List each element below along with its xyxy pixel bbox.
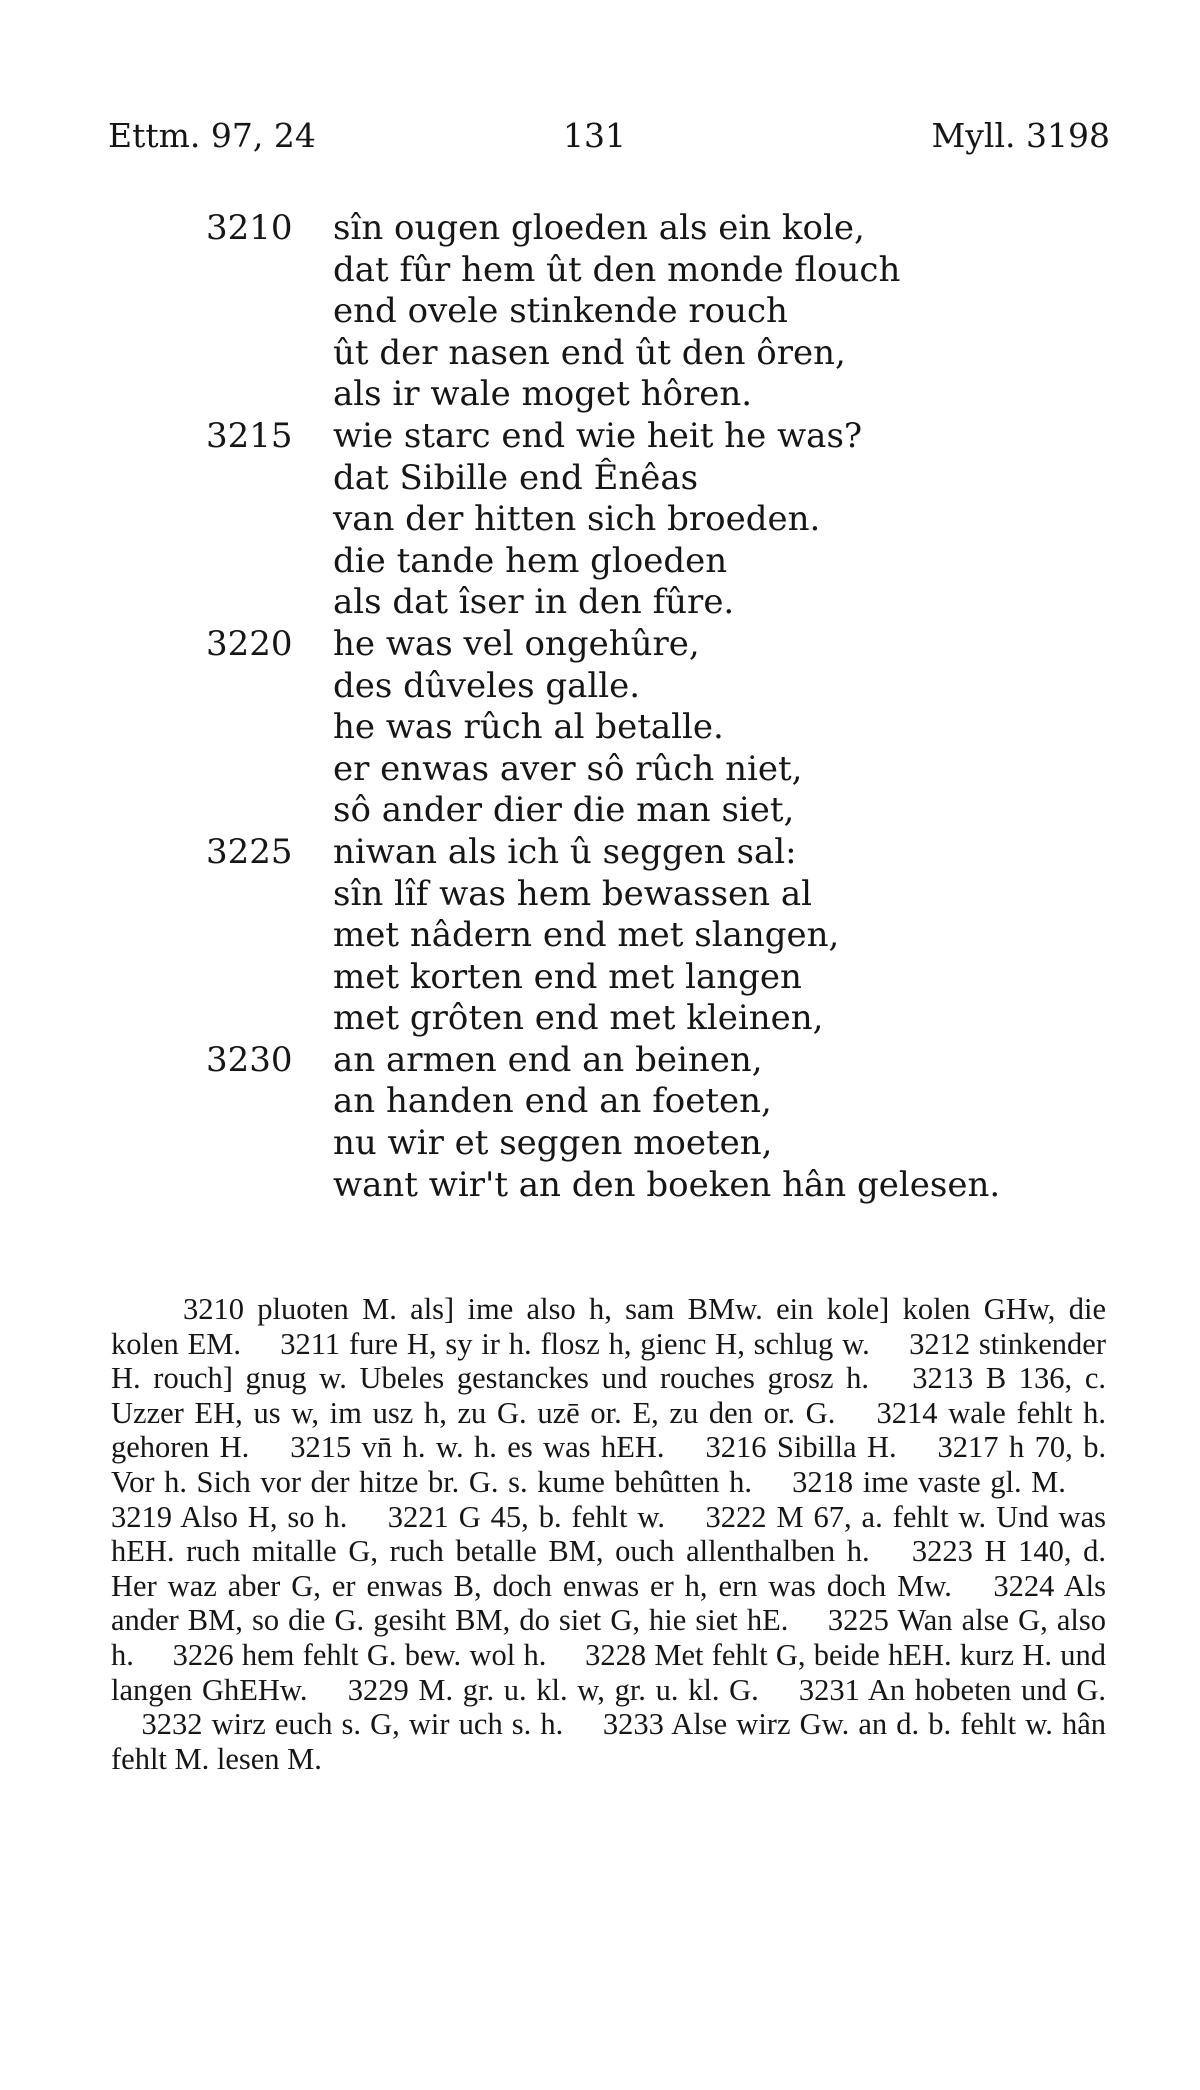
verse-line (0, 1040, 1200, 1082)
verse-line-text: van der hitten sich broeden. (333, 499, 821, 540)
header-right-reference: Myll. 3198 (931, 116, 1110, 155)
verse-line (0, 957, 1200, 999)
verse-line-text: nu wir et seggen moeten, (333, 1123, 773, 1164)
verse-line-text: als dat îser in den fûre. (333, 582, 735, 623)
apparatus-note: 3229 M. gr. u. kl. w, gr. u. kl. G. (347, 1672, 759, 1707)
apparatus-note: 3221 G 45, b. fehlt w. (387, 1499, 666, 1534)
apparatus-note: 3231 An hobeten und G. (798, 1672, 1107, 1707)
apparatus-note: 3233 Alse wirz Gw. an d. b. fehlt w. hân fehlt M. lesen M. (111, 1707, 1107, 1776)
header-left-reference: Ettm. 97, 24 (108, 116, 316, 155)
apparatus-note: 3217 h 70, b. Vor h. Sich vor der hitze br. G. s. kume behûtten h. (111, 1430, 1107, 1499)
verse-line (0, 707, 1200, 749)
verse-line-text: met korten end met langen (333, 956, 802, 997)
verse-line (0, 832, 1200, 874)
verse-line-text: sîn lîf was hem bewassen al (333, 873, 812, 914)
verse-line-text: sîn ougen gloeden als ein kole, (333, 208, 865, 248)
verse-line (0, 1165, 1200, 1207)
verse-line-number: 3225 (206, 831, 293, 872)
verse-line-text: dat fûr hem ût den monde flouch (333, 249, 901, 290)
apparatus-note: 3228 Met fehlt G, beide hEH. kurz H. und langen GhEHw. (111, 1637, 1107, 1707)
verse-line (0, 666, 1200, 708)
verse-line-number: 3210 (206, 208, 293, 248)
verse-line-text: he was vel ongehûre, (333, 623, 700, 664)
critical-apparatus (111, 1292, 1106, 1776)
running-header (108, 116, 1108, 164)
verse-line (0, 624, 1200, 666)
verse-line-text: niwan als ich û seggen sal: (333, 831, 797, 872)
verse-line (0, 333, 1200, 375)
verse-line (0, 1123, 1200, 1165)
apparatus-note: 3218 ime vaste gl. M. (792, 1464, 1066, 1499)
apparatus-note: 3215 vn̄ h. w. h. es was hEH. (290, 1430, 665, 1465)
verse-line (0, 374, 1200, 416)
verse-line-text: met nâdern end met slangen, (333, 915, 840, 956)
verse-line-number: 3215 (206, 415, 293, 456)
verse-line-number: 3220 (206, 623, 293, 664)
apparatus-note: 3222 M 67, a. fehlt w. Und was hEH. ruch mitalle G, ruch betalle BM, ouch allenthalben h. (111, 1499, 1106, 1569)
apparatus-note: 3211 fure H, sy ir h. flosz h, gienc H, schlug w. (280, 1326, 870, 1361)
verse-line (0, 499, 1200, 541)
apparatus-note: 3219 Also H, so h. (111, 1499, 348, 1534)
verse-line (0, 250, 1200, 292)
verse-line (0, 291, 1200, 333)
verse-line (0, 208, 1200, 250)
apparatus-note: 3232 wirz euch s. G, wir uch s. h. (141, 1707, 564, 1742)
verse-line-text: die tande hem gloeden (333, 540, 728, 581)
verse-line-text: he was rûch al betalle. (333, 707, 724, 748)
verse-line (0, 458, 1200, 500)
verse-line-number: 3230 (206, 1039, 293, 1080)
apparatus-note: 3216 Sibilla H. (705, 1430, 897, 1465)
verse-line-text: an handen end an foeten, (333, 1081, 772, 1122)
apparatus-note: 3212 stinkender H. rouch] gnug w. Ubeles gestanckes und rouches grosz h. (111, 1326, 1106, 1396)
verse-line-text: sô ander dier die man siet, (333, 790, 795, 831)
verse-line (0, 790, 1200, 832)
apparatus-note: 3225 Wan alse G, also h. (111, 1603, 1107, 1672)
verse-line-text: ût der nasen end ût den ôren, (333, 332, 846, 373)
verse-line-text: wie starc end wie heit he was? (333, 415, 863, 456)
verse-line-text: an armen end an beinen, (333, 1039, 763, 1080)
apparatus-note: 3210 pluoten M. als] ime also h, sam BMw. ein kole] kolen GHw, die kolen EM. (111, 1292, 1106, 1361)
verse-line (0, 915, 1200, 957)
apparatus-note: 3223 H 140, d. Her waz aber G, er enwas B, doch enwas er h, ern was doch Mw. (111, 1534, 1107, 1603)
verse-line-text: want wir't an den boeken hân gelesen. (333, 1164, 1001, 1205)
page-number: 131 (563, 116, 626, 155)
apparatus-note: 3213 B 136, c. Uzzer EH, us w, im usz h, zu G. uzē or. E, zu den or. G. (111, 1361, 1106, 1430)
verse-line-text: dat Sibille end Ênêas (333, 457, 699, 498)
apparatus-note: 3226 hem fehlt G. bew. wol h. (172, 1637, 547, 1672)
apparatus-note: 3224 Als ander BM, so die G. gesiht BM, do siet G, hie siet hE. (111, 1568, 1106, 1638)
verse-line (0, 749, 1200, 791)
verse-line-text: er enwas aver sô rûch niet, (333, 748, 803, 789)
apparatus-paragraph (111, 1292, 1106, 1776)
verse-text (0, 208, 1200, 1206)
verse-line-text: des dûveles galle. (333, 665, 641, 706)
verse-line (0, 1081, 1200, 1123)
verse-line-text: end ovele stinkende rouch (333, 291, 788, 332)
verse-line-text: als ir wale moget hôren. (333, 374, 753, 415)
verse-line-text: met grôten end met kleinen, (333, 998, 824, 1039)
verse-line (0, 541, 1200, 583)
verse-line (0, 874, 1200, 916)
verse-line (0, 582, 1200, 624)
apparatus-note: 3214 wale fehlt h. gehoren H. (111, 1395, 1106, 1465)
verse-line (0, 998, 1200, 1040)
verse-line (0, 416, 1200, 458)
